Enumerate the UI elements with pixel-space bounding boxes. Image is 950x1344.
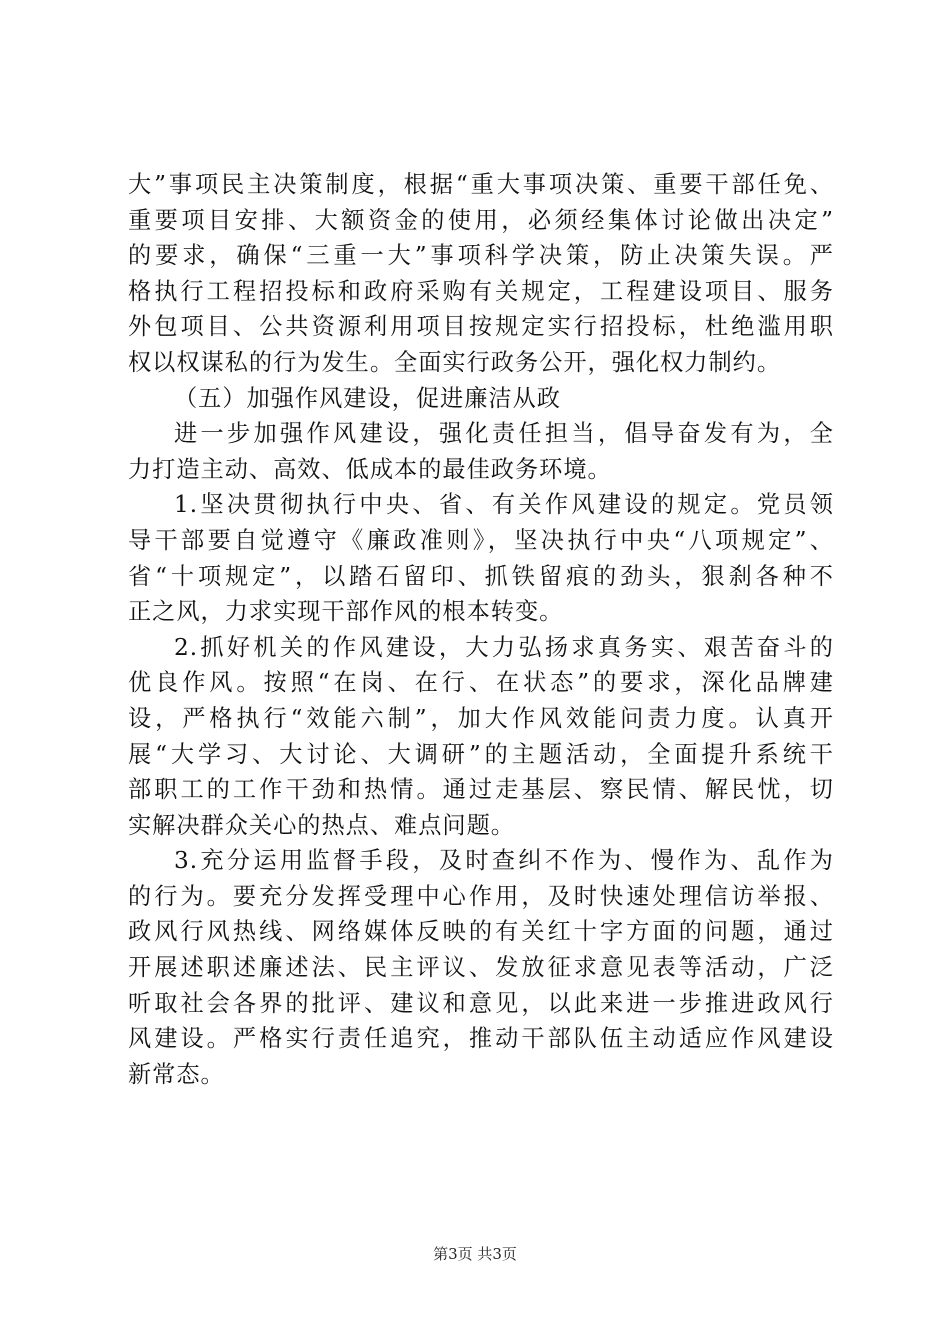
text-line: 设，严格执行“效能六制”，加大作风效能问责力度。认真开 <box>128 704 834 732</box>
text-line: 展“大学习、大讨论、大调研”的主题活动，全面提升系统干 <box>128 740 834 768</box>
text-line: 省“十项规定”，以踏石留印、抓铁留痕的劲头，狠刹各种不 <box>128 562 834 590</box>
page-footer: 第3页 共3页 <box>433 1245 517 1263</box>
text-line: 听取社会各界的批评、建议和意见，以此来进一步推进政风行 <box>128 989 834 1017</box>
text-line: （五）加强作风建设，促进廉洁从政 <box>174 384 561 412</box>
text-line: 新常态。 <box>128 1060 225 1088</box>
text-line: 政风行风热线、网络媒体反映的有关红十字方面的问题，通过 <box>128 918 834 946</box>
text-line: 进一步加强作风建设，强化责任担当，倡导奋发有为，全 <box>174 420 834 448</box>
text-line: 优良作风。按照“在岗、在行、在状态”的要求，深化品牌建 <box>128 669 834 697</box>
document-body <box>128 167 834 1092</box>
text-line: 权以权谋私的行为发生。全面实行政务公开，强化权力制约。 <box>128 348 782 376</box>
text-line: 1.坚决贯彻执行中央、省、有关作风建设的规定。党员领 <box>174 491 834 519</box>
text-line: 正之风，力求实现干部作风的根本转变。 <box>128 598 564 626</box>
text-line: 的行为。要充分发挥受理中心作用，及时快速处理信访举报、 <box>128 882 834 910</box>
text-line: 重要项目安排、大额资金的使用，必须经集体讨论做出决定” <box>128 206 834 234</box>
text-line: 大”事项民主决策制度，根据“重大事项决策、重要干部任免、 <box>128 171 834 198</box>
text-line: 实解决群众关心的热点、难点问题。 <box>128 811 515 839</box>
text-line: 格执行工程招投标和政府采购有关规定，工程建设项目、服务 <box>128 277 834 305</box>
text-line: 开展述职述廉述法、民主评议、发放征求意见表等活动，广泛 <box>128 954 834 982</box>
text-line: 的要求，确保“三重一大”事项科学决策，防止决策失误。严 <box>128 242 834 270</box>
text-line: 2.抓好机关的作风建设，大力弘扬求真务实、艰苦奋斗的 <box>174 633 834 661</box>
text-line: 部职工的工作干劲和热情。通过走基层、察民情、解民忧，切 <box>128 776 834 804</box>
text-line: 3.充分运用监督手段，及时查纠不作为、慢作为、乱作为 <box>174 847 834 875</box>
text-line: 力打造主动、高效、低成本的最佳政务环境。 <box>128 455 612 483</box>
text-line: 导干部要自觉遵守《廉政准则》，坚决执行中央“八项规定”、 <box>128 526 834 554</box>
text-line: 风建设。严格实行责任追究，推动干部队伍主动适应作风建设 <box>128 1025 834 1053</box>
text-line: 外包项目、公共资源利用项目按规定实行招投标，杜绝滥用职 <box>128 313 834 341</box>
